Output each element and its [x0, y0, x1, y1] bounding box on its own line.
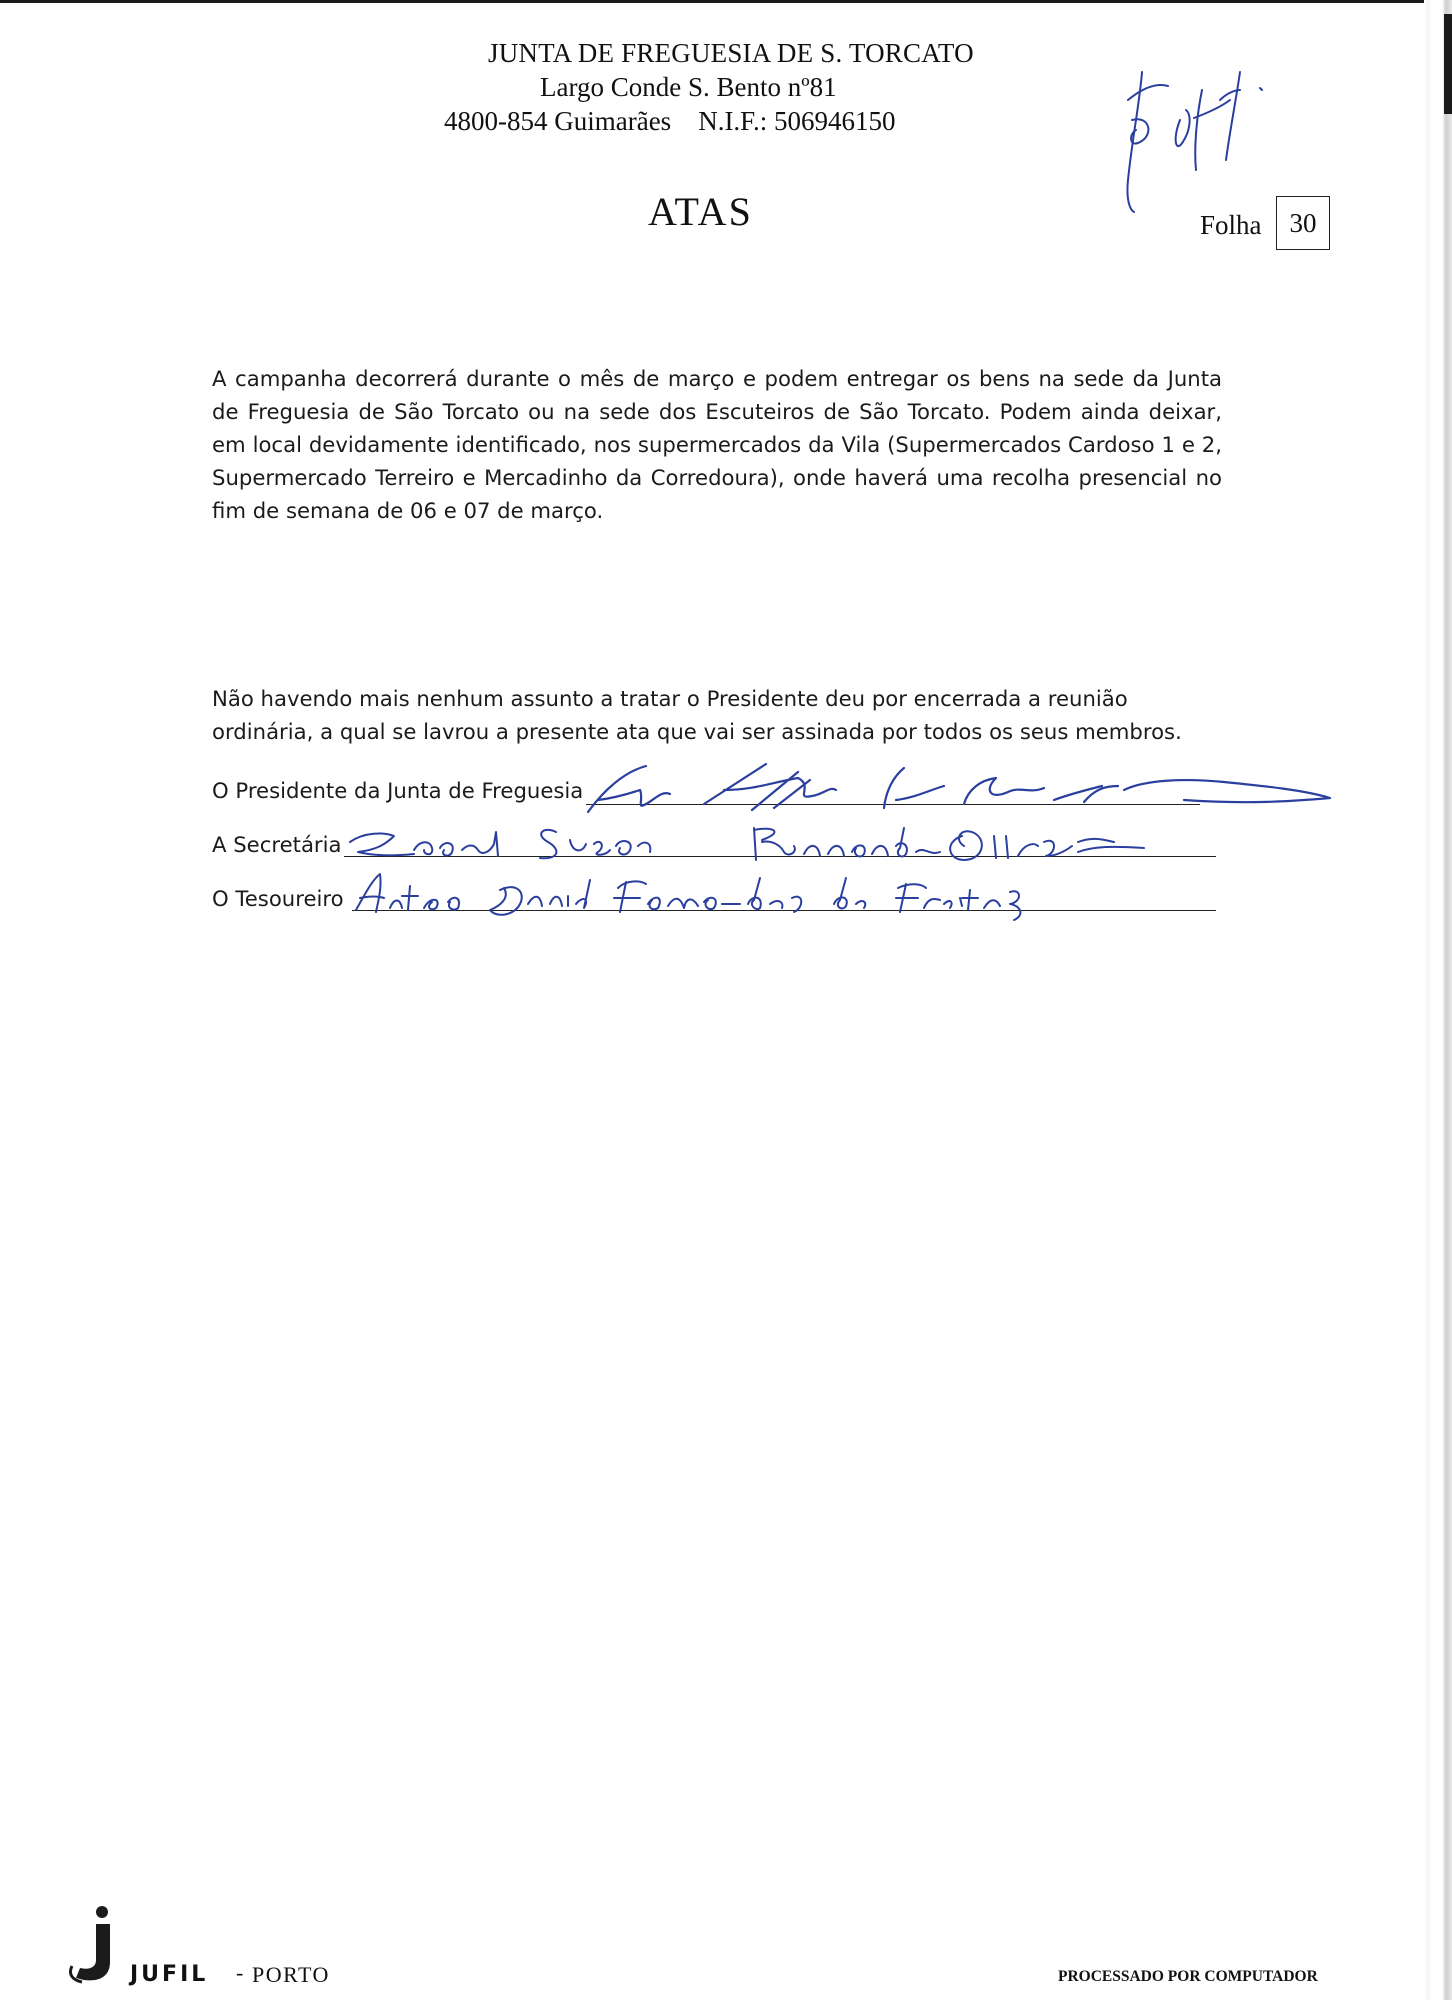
paragraph-campaign: A campanha decorrerá durante o mês de março e podem entregar os bens na sede da Junta de Freguesia de São Torcato ou na sede dos Escuteiros de São Torcato. Podem ainda deixar, em local devidamente identificado, nos supermercados da Vila (Supermercados Cardoso 1 e 2, Supermercado Terreiro e Mercadinho da Corredoura), onde haverá uma recolha presencial no fim de semana de 06 e 07 de março.	[212, 366, 1222, 523]
sheet-number: 30	[1276, 196, 1330, 250]
org-name: JUNTA DE FREGUESIA DE S. TORCATO	[488, 38, 974, 68]
scan-edge-top	[0, 0, 1452, 3]
footer-note: PROCESSADO POR COMPUTADOR	[1058, 1968, 1318, 1985]
secretary-label: A Secretária	[212, 832, 342, 857]
page-title: ATAS	[648, 189, 753, 234]
org-address: Largo Conde S. Bento nº81	[540, 72, 837, 102]
treasurer-label: O Tesoureiro	[212, 886, 344, 911]
org-postal-nif: 4800-854 Guimarães N.I.F.: 506946150	[444, 106, 896, 136]
scan-edge-right	[1424, 0, 1452, 2000]
footer-brand: JUFIL	[130, 1962, 209, 1987]
scan-edge-tab	[1444, 14, 1452, 114]
footer-city: PORTO	[252, 1962, 330, 1987]
secretary-signature	[344, 816, 1184, 866]
paragraph-closing: Não havendo mais nenhum assunto a tratar o Presidente deu por encerrada a reunião ordinária, a qual se lavrou a presente ata que vai ser assinada por todos os seus membros.	[212, 686, 1182, 744]
sheet-label: Folha	[1200, 210, 1262, 240]
jufil-logo-icon	[62, 1904, 126, 1984]
treasurer-signature	[350, 868, 1050, 928]
footer-dash: -	[236, 1960, 244, 1985]
president-signature	[584, 760, 1340, 820]
president-label: O Presidente da Junta de Freguesia	[212, 778, 584, 803]
